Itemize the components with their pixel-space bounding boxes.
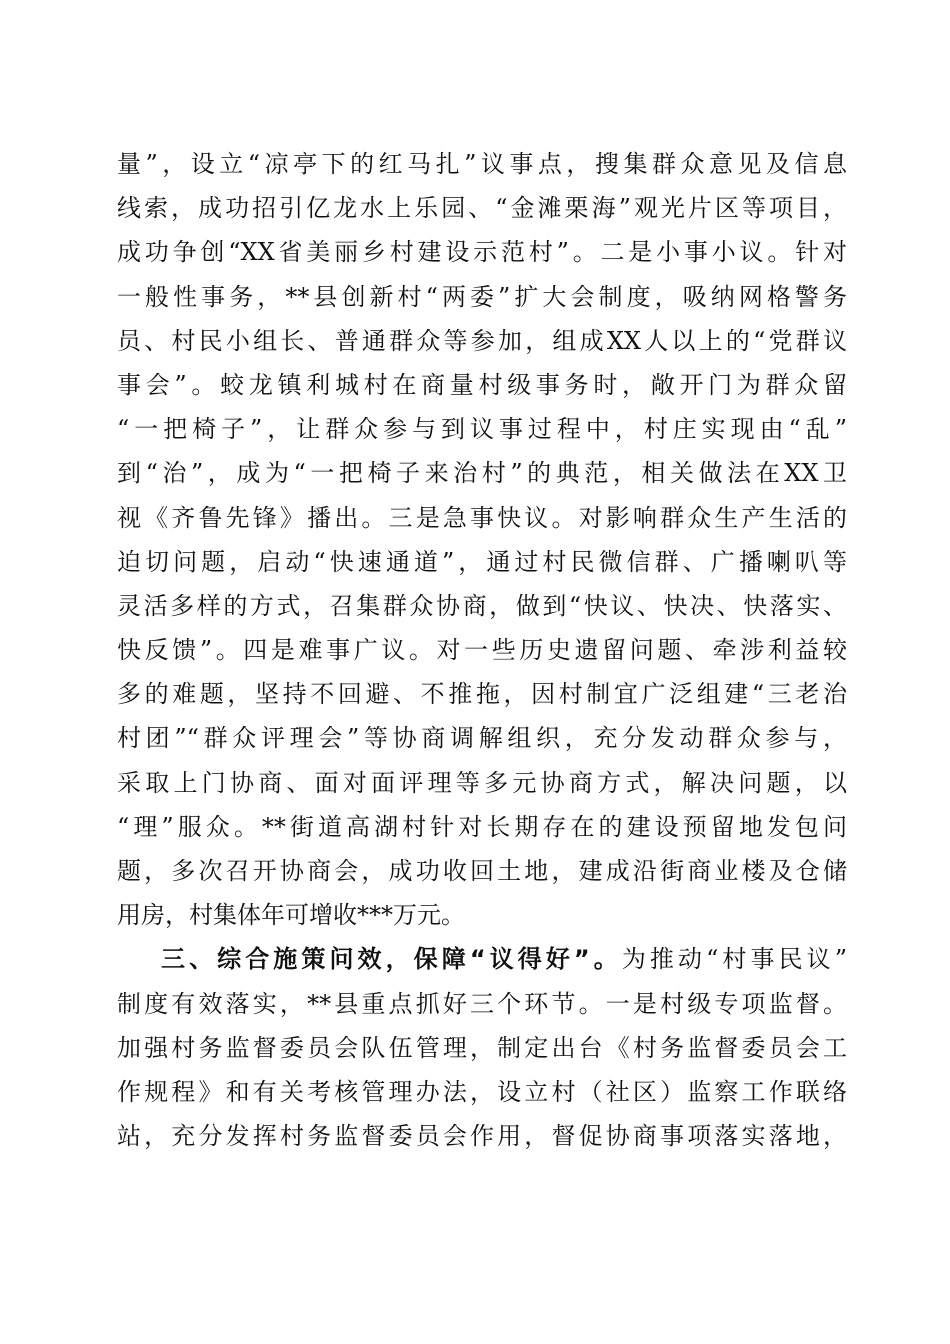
text-line: 制度有效落实，**县重点抓好三个环节。一是村级专项监督。 [117, 989, 847, 1018]
text-line: 快反馈”。四是难事广议。对一些历史遗留问题、牵涉利益较 [117, 636, 847, 665]
text-line: 事会”。蛟龙镇利城村在商量村级事务时，敞开门为群众留 [117, 370, 847, 399]
text-line: 员、村民小组长、普通群众等参加，组成XX人以上的“党群议 [117, 326, 847, 355]
text-line: “理”服众。**街道高湖村针对长期存在的建设预留地发包问 [117, 812, 847, 841]
text-line: 用房，村集体年可增收***万元。 [117, 901, 465, 930]
text-line: 村团”“群众评理会”等协商调解组织，充分发动群众参与， [117, 724, 847, 753]
text-line: 迫切问题，启动“快速通道”，通过村民微信群、广播喇叭等 [117, 547, 847, 576]
text-line: 题，多次召开协商会，成功收回土地，建成沿街商业楼及仓储 [117, 857, 847, 885]
section-3-first-line [117, 937, 847, 981]
text-line: 成功争创“XX省美丽乡村建设示范村”。二是小事小议。针对 [117, 238, 847, 267]
text-line: 线索，成功招引亿龙水上乐园、“金滩栗海”观光片区等项目， [117, 194, 847, 223]
body-text [117, 142, 847, 1158]
section-heading: 三、综合施策问效，保障“议得好”。 [161, 945, 622, 974]
text-line: 灵活多样的方式，召集群众协商，做到“快议、快决、快落实、 [117, 591, 847, 620]
text-line: 多的难题，坚持不回避、不推拖，因村制宜广泛组建“三老治 [117, 680, 847, 709]
text-line: 视《齐鲁先锋》播出。三是急事快议。对影响群众生产生活的 [117, 503, 847, 532]
text-line: 作规程》和有关考核管理办法，设立村（社区）监察工作联络 [117, 1077, 847, 1106]
text-line: 一般性事务，**县创新村“两委”扩大会制度，吸纳网格警务 [117, 282, 847, 311]
text-line: 站，充分发挥村务监督委员会作用，督促协商事项落实落地， [117, 1122, 847, 1151]
text-line: 加强村务监督委员会队伍管理，制定出台《村务监督委员会工 [117, 1033, 847, 1062]
text-line: 采取上门协商、面对面评理等多元协商方式，解决问题，以 [117, 768, 847, 797]
text-line: 量”，设立“凉亭下的红马扎”议事点，搜集群众意见及信息 [117, 150, 847, 178]
text-line: 到“治”，成为“一把椅子来治村”的典范，相关做法在XX卫 [117, 459, 847, 488]
text-line: “一把椅子”，让群众参与到议事过程中，村庄实现由“乱” [117, 415, 847, 444]
section-3-intro: 为推动“村事民议” [621, 945, 847, 974]
